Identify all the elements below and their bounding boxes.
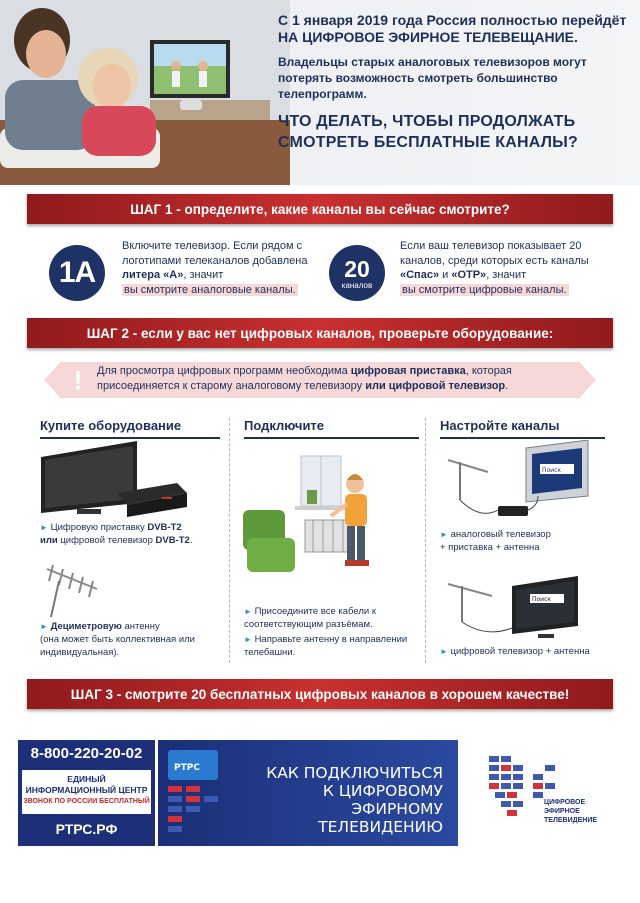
contact-panel [18,740,155,846]
notice-mid: , которая присоединяется к старому аналоговому телевизору [97,365,512,392]
info-center-box [22,770,151,814]
slogan-text [228,764,443,836]
digital-tv-setup-image [438,570,603,642]
digital-tv-search-label: Поиск [532,596,552,603]
connect-title-underline [244,437,419,439]
slogan-line3: ТЕЛЕВИДЕНИЮ [318,818,443,836]
analog-tv-search-label: Поиск [542,467,562,474]
step1-banner: ШАГ 1 - определите, какие каналы вы сейчас смотрите? [27,194,613,224]
setup-cap2-text: цифровой телевизор + антенна [450,646,590,657]
connect-cap2-text: Направьте антенну в направлении телебашни. [244,634,408,658]
analog-text: Включите телевизор. Если рядом с логотипами телеканалов добавлена [122,240,308,267]
notice-pre: Для просмотра цифровых программ необходима [97,365,351,377]
bullet-triangle-icon: ► [440,647,448,656]
website-link[interactable]: РТРС.РФ [55,821,118,837]
bullet-triangle-icon: ► [244,635,252,644]
setup-title-underline [440,437,605,439]
digital-tv-logo-panel [458,740,620,846]
bullet-triangle-icon: ► [40,622,48,631]
digital-bold-spas: «Спас» [400,269,440,281]
hero-subtitle: Владельцы старых аналоговых телевизоров могут потерять возможность смотреть большинство телепрограмм. [278,55,587,101]
digital-text-mid: и [439,269,452,281]
hero-question: ЧТО ДЕЛАТЬ, ЧТОБЫ ПРОДОЛЖАТЬ СМОТРЕТЬ БЕСПЛАТНЫЕ КАНАЛЫ? [278,113,578,151]
rtrs-logo-icon [166,750,228,840]
buy-cap2-bold: Дециметровую [50,621,122,632]
dtv-line3: ТЕЛЕВИДЕНИЕ [544,817,598,824]
column-divider [229,418,230,663]
tv-and-settop-box-image [37,437,197,519]
digital-badge-word: каналов [341,280,373,290]
buy-cap1-mid: цифровой телевизор [57,535,156,546]
setup-caption-1 [440,528,605,554]
buy-caption-2 [40,620,215,659]
slogan-line1: КАК ПОДКЛЮЧИТЬСЯ [266,764,443,782]
connect-caption-1 [244,605,414,631]
setup-column-title: Настройте каналы [440,418,560,433]
buy-cap1-bold2: или [40,535,58,546]
connect-caption-2 [244,633,414,659]
hero-section [0,0,640,185]
buy-cap1-bold1: DVB-T2 [147,522,182,533]
digital-tv-label [544,798,597,825]
digital-channel-badge [329,245,385,301]
digital-highlight: вы смотрите цифровые каналы. [402,283,567,296]
buy-cap2-post: антенну [121,621,160,632]
column-divider [425,418,426,663]
bullet-triangle-icon: ► [40,523,48,532]
setup-cap1-line2: + приставка + антенна [440,542,540,553]
setup-cap1-text: аналоговый телевизор [450,529,551,540]
notice-bold2: или цифровой телевизор [365,380,506,392]
dtv-line1: ЦИФРОВОЕ [544,799,586,806]
buy-caption-1 [40,521,215,547]
connect-column-title: Подключите [244,418,325,433]
digital-text: Если ваш телевизор показывает 20 каналов, среди которых есть каналы [400,240,589,267]
digital-text-end: , значит [486,269,527,281]
dtv-line2: ЭФИРНОЕ [544,808,580,815]
buy-cap1-bold3: DVB-T2 [155,535,190,546]
info-line3: ЗВОНОК ПО РОССИИ БЕСПЛАТНЫЙ [23,798,150,805]
analog-channel-badge [49,245,105,301]
rtrs-logo-text: РТРС [174,763,200,773]
buy-cap2-line2: (она может быть коллективная или индивидуальная). [40,634,195,658]
hero-text-block [278,12,630,153]
family-watching-tv-image [0,0,290,185]
step2-banner: ШАГ 2 - если у вас нет цифровых каналов, проверьте оборудование: [27,318,613,348]
buy-cap1-post: . [189,535,193,546]
hero-title: С 1 января 2019 года Россия полностью перейдёт НА ЦИФРОВОЕ ЭФИРНОЕ ТЕЛЕВЕЩАНИЕ. [278,12,627,45]
analog-text-end: , значит [183,269,224,281]
analog-highlight: вы смотрите аналоговые каналы. [124,283,296,296]
digital-bold-otr: «ОТР» [451,269,487,281]
buy-column-title: Купите оборудование [40,418,182,433]
slogan-line2: К ЦИФРОВОМУ ЭФИРНОМУ [322,782,443,818]
bullet-triangle-icon: ► [244,607,252,616]
analog-description [122,239,320,297]
info-line2: ИНФОРМАЦИОННЫЙ ЦЕНТР [25,785,148,795]
exclamation-icon: ! [73,364,83,395]
bullet-triangle-icon: ► [440,530,448,539]
notice-bold1: цифровая приставка [350,365,466,377]
footer-banner [18,740,620,846]
step3-banner: ШАГ 3 - смотрите 20 бесплатных цифровых каналов в хорошем качестве! [27,679,613,709]
buy-cap1-pre: Цифровую приставку [50,522,148,533]
notice-text [97,364,577,394]
slogan-panel [158,740,458,846]
hotline-phone[interactable]: 8-800-220-20-02 [30,745,143,762]
antenna-icon [37,559,107,619]
setup-caption-2 [440,645,605,658]
man-connecting-equipment-image [243,450,413,580]
notice-post: . [505,380,509,392]
info-line1: ЕДИНЫЙ [67,774,106,784]
connect-cap1-text: Присоедините все кабели к соответствующим разъёмам. [244,606,376,630]
analog-bold: литера «А» [122,269,184,281]
analog-badge-label: 1А [58,256,96,289]
analog-tv-setup-image [438,440,603,526]
digital-badge-number: 20 [344,255,370,282]
digital-description [400,239,600,297]
